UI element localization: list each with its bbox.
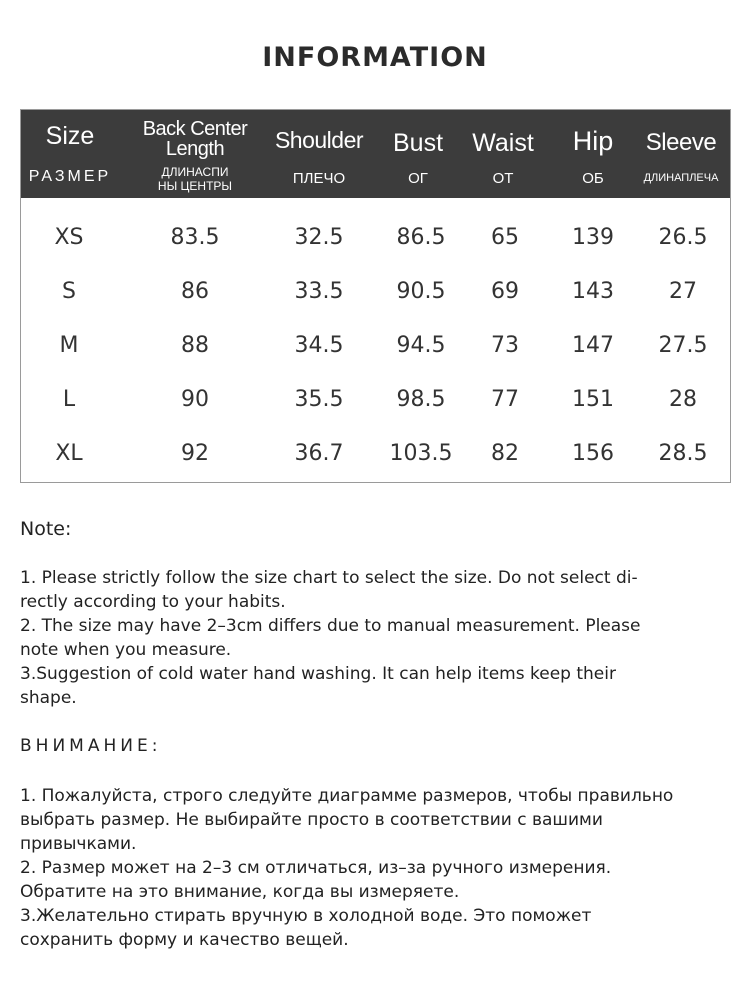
russian-note-line: 2. Размер может на 2–3 см отличаться, из–за ручного измерения. <box>20 858 612 878</box>
russian-note-line: выбрать размер. Не выбирайте просто в соответствии с вашими <box>20 810 603 830</box>
header-waist <box>463 110 543 198</box>
russian-note-line: 1. Пожалуйста, строго следуйте диаграмме размеров, чтобы правильно <box>20 786 674 806</box>
table-row <box>21 265 730 319</box>
header-shoulder-sublabel: ПЛЕЧО <box>292 170 346 187</box>
cell-back-center-length: 88 <box>181 333 209 358</box>
header-size-sublabel: РАЗМЕР <box>28 168 112 185</box>
cell-size: S <box>62 279 76 304</box>
cell-back-center-length: 90 <box>181 387 209 412</box>
cell-shoulder: 32.5 <box>294 225 344 250</box>
header-back-center-length <box>127 110 263 198</box>
header-bust-sublabel: ОГ <box>408 170 428 187</box>
header-sleeve <box>635 110 727 198</box>
russian-note-line: 3.Желательно стирать вручную в холодной воде. Это поможет <box>20 906 592 926</box>
cell-hip: 147 <box>572 333 614 358</box>
cell-hip: 143 <box>572 279 614 304</box>
cell-size: XL <box>55 441 83 466</box>
note-line: rectly according to your habits. <box>20 592 286 612</box>
note-body <box>20 566 720 710</box>
note-line: 2. The size may have 2–3cm differs due to manual measurement. Please <box>20 616 641 636</box>
note-line: 1. Please strictly follow the size chart to select the size. Do not select di- <box>20 568 638 588</box>
header-back-center-length-label: Back Center Length <box>142 118 248 160</box>
cell-bust: 98.5 <box>396 387 446 412</box>
cell-shoulder: 35.5 <box>294 387 344 412</box>
cell-hip: 156 <box>572 441 614 466</box>
cell-bust: 94.5 <box>396 333 446 358</box>
cell-bust: 90.5 <box>396 279 446 304</box>
header-waist-sublabel: ОТ <box>492 170 514 187</box>
page-title: INFORMATION <box>262 42 488 73</box>
cell-size: M <box>59 333 79 358</box>
header-hip-label: Hip <box>572 126 614 156</box>
russian-note-line: Обратите на это внимание, когда вы измеряете. <box>20 882 460 902</box>
header-shoulder <box>265 110 373 198</box>
russian-note-body <box>20 784 725 952</box>
cell-waist: 69 <box>491 279 519 304</box>
header-hip-sublabel: ОБ <box>582 170 604 187</box>
header-bust-label: Bust <box>392 129 444 157</box>
cell-waist: 73 <box>491 333 519 358</box>
cell-back-center-length: 86 <box>181 279 209 304</box>
cell-shoulder: 36.7 <box>294 441 344 466</box>
table-row <box>21 373 730 427</box>
cell-back-center-length: 83.5 <box>170 225 220 250</box>
table-header <box>21 110 730 198</box>
header-sleeve-sublabel: ДЛИНАПЛЕЧА <box>643 172 719 184</box>
cell-sleeve: 28 <box>669 387 697 412</box>
russian-note-line: сохранить форму и качество вещей. <box>20 930 349 950</box>
header-sleeve-label: Sleeve <box>645 129 717 156</box>
cell-sleeve: 26.5 <box>658 225 708 250</box>
cell-size: L <box>62 387 76 412</box>
russian-note-line: привычками. <box>20 834 137 854</box>
cell-sleeve: 27.5 <box>658 333 708 358</box>
cell-size: XS <box>54 225 84 250</box>
header-waist-label: Waist <box>472 129 534 157</box>
header-size <box>21 110 119 198</box>
note-heading: Note: <box>20 518 72 540</box>
cell-back-center-length: 92 <box>181 441 209 466</box>
cell-bust: 86.5 <box>396 225 446 250</box>
table-row <box>21 319 730 373</box>
header-bust <box>373 110 463 198</box>
cell-sleeve: 28.5 <box>658 441 708 466</box>
header-size-label: Size <box>45 122 95 150</box>
table-row <box>21 211 730 265</box>
cell-sleeve: 27 <box>669 279 697 304</box>
header-hip <box>553 110 633 198</box>
header-back-center-length-sublabel: ДЛИНАСПИ НЫ ЦЕНТРЫ <box>157 165 233 193</box>
note-line: note when you measure. <box>20 640 232 660</box>
cell-waist: 77 <box>491 387 519 412</box>
cell-shoulder: 34.5 <box>294 333 344 358</box>
cell-hip: 139 <box>572 225 614 250</box>
cell-shoulder: 33.5 <box>294 279 344 304</box>
cell-hip: 151 <box>572 387 614 412</box>
note-line: shape. <box>20 688 77 708</box>
russian-note-heading: ВНИМАНИЕ: <box>20 736 162 756</box>
size-chart-table <box>20 109 731 483</box>
header-shoulder-label: Shoulder <box>274 127 364 153</box>
cell-waist: 65 <box>491 225 519 250</box>
note-line: 3.Suggestion of cold water hand washing. It can help items keep their <box>20 664 616 684</box>
cell-bust: 103.5 <box>389 441 453 466</box>
cell-waist: 82 <box>491 441 519 466</box>
table-row <box>21 427 730 481</box>
